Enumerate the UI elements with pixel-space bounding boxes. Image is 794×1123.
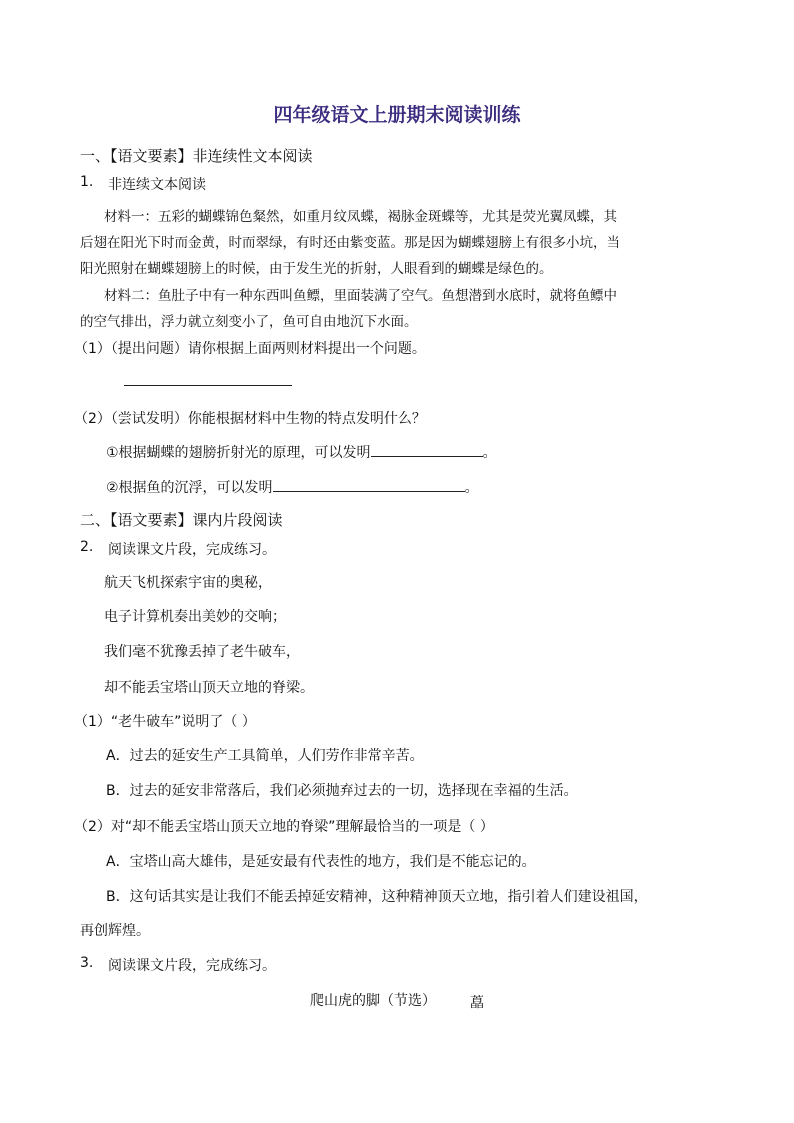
section-2-sub-question-1: （1）“老牛破车”说明了（ ） xyxy=(74,714,256,730)
item-1-text: ①根据蝴蝶的翅膀折射光的原理，可以发明 xyxy=(106,445,371,461)
option-1-a[interactable]: A．过去的延安生产工具简单，人们劳作非常辛苦。 xyxy=(106,748,424,764)
poem-line-3: 我们毫不犹豫丢掉了老牛破车， xyxy=(104,644,300,660)
passage-author: 藠 xyxy=(470,995,484,1011)
material-1-line-1: 材料一：五彩的蝴蝶锦色粲然，如重月纹凤蝶，褐脉金斑蝶等，尤其是荧光翼凤蝶，其 xyxy=(104,209,617,225)
material-1-line-2: 后翅在阳光下时而金黄，时而翠绿，有时还由紫变蓝。那是因为蝴蝶翅膀上有很多小坑，当 xyxy=(80,235,620,251)
question-2-number: 2. xyxy=(80,539,94,555)
poem-line-2: 电子计算机奏出美妙的交响； xyxy=(104,609,286,625)
answer-blank-butterfly[interactable] xyxy=(371,442,483,457)
item-2-text: ②根据鱼的沉浮，可以发明 xyxy=(106,480,273,496)
question-1-number: 1. xyxy=(80,174,94,190)
material-1-line-3: 阳光照射在蝴蝶翅膀上的时候，由于发生光的折射，人眼看到的蝴蝶是绿色的。 xyxy=(80,261,553,277)
option-2-b-line-1[interactable]: B．这句话其实是让我们不能丢掉延安精神，这种精神顶天立地，指引着人们建设祖国， xyxy=(106,889,648,905)
section-1-sub-question-1: （1）（提出问题）请你根据上面两则材料提出一个问题。 xyxy=(74,341,426,357)
item-1-period: 。 xyxy=(482,445,497,461)
material-2-line-2: 的空气排出，浮力就立刻变小了，鱼可自由地沉下水面。 xyxy=(80,314,418,330)
poem-line-1: 航天飞机探索宇宙的奥秘， xyxy=(104,575,272,591)
question-3-title: 阅读课文片段，完成练习。 xyxy=(108,958,276,974)
material-2-line-1: 材料二：鱼肚子中有一种东西叫鱼鳔，里面装满了空气。鱼想潜到水底时，就将鱼鳔中 xyxy=(104,288,617,304)
question-2-title: 阅读课文片段，完成练习。 xyxy=(108,542,276,558)
item-2-period: 。 xyxy=(464,480,479,496)
question-1-title: 非连续文本阅读 xyxy=(108,177,206,193)
answer-blank-question[interactable] xyxy=(124,385,292,386)
section-1-heading: 一、【语文要素】非连续性文本阅读 xyxy=(80,147,313,165)
poem-line-4: 却不能丢宝塔山顶天立地的脊梁。 xyxy=(104,680,314,696)
page-title: 四年级语文上册期末阅读训练 xyxy=(273,104,521,126)
sub-question-2-item-1 xyxy=(106,442,497,462)
section-2-heading: 二、【语文要素】课内片段阅读 xyxy=(80,511,283,529)
section-2-sub-question-2: （2）对“却不能丢宝塔山顶天立地的脊梁”理解最恰当的一项是（ ） xyxy=(74,819,494,835)
option-2-a[interactable]: A．宝塔山高大雄伟，是延安最有代表性的地方，我们是不能忘记的。 xyxy=(106,854,536,870)
section-1-sub-question-2: （2）（尝试发明）你能根据材料中生物的特点发明什么？ xyxy=(74,411,426,427)
option-1-b[interactable]: B．过去的延安非常落后，我们必须抛弃过去的一切，选择现在幸福的生活。 xyxy=(106,783,578,799)
passage-title: 爬山虎的脚（节选） xyxy=(310,993,436,1009)
sub-question-2-item-2 xyxy=(106,477,479,497)
answer-blank-fish[interactable] xyxy=(273,477,465,492)
option-2-b-line-2[interactable]: 再创辉煌。 xyxy=(80,923,150,939)
question-3-number: 3. xyxy=(80,955,94,971)
